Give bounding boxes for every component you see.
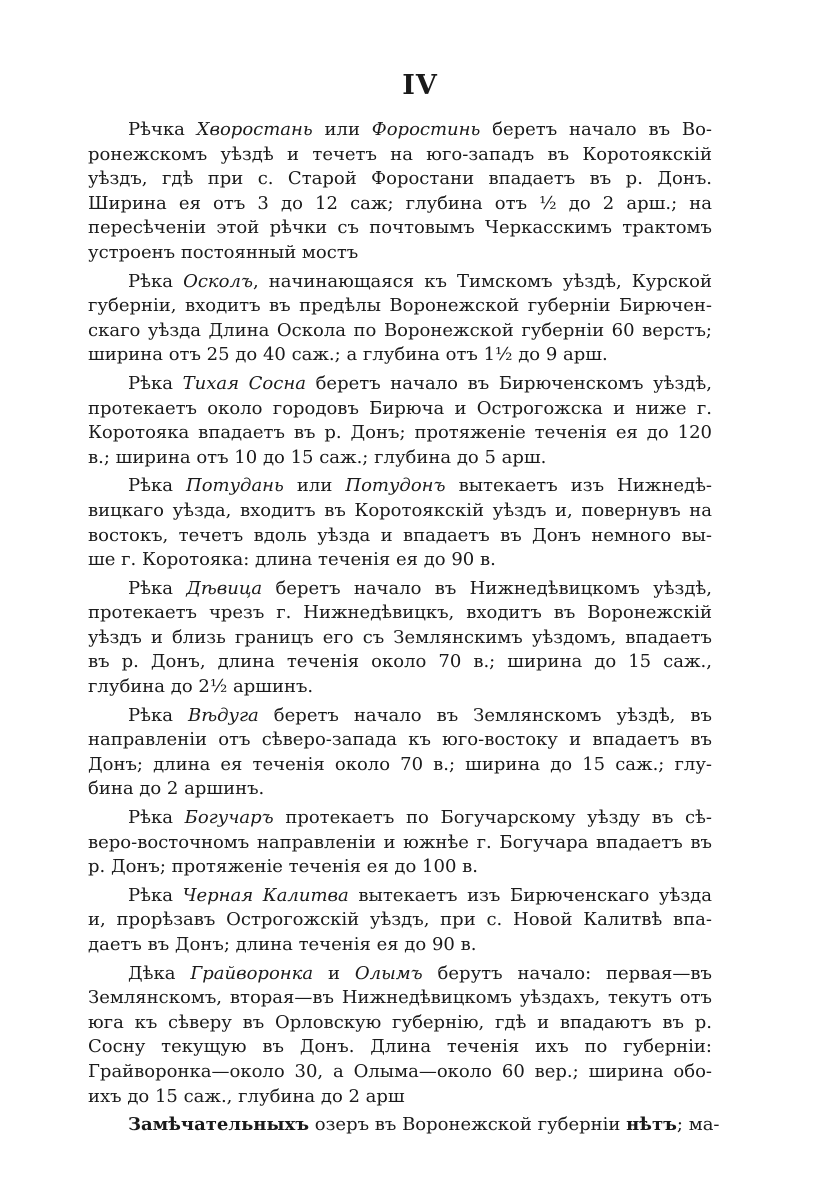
- text-line: [88, 675, 712, 700]
- text-run: Рѣчка: [128, 119, 197, 140]
- text-line: [88, 421, 712, 446]
- text-run: Донъ; длина ея теченія около 70 в.; ширина до 15 саж.; глу-: [88, 753, 712, 775]
- text-line: [88, 167, 712, 192]
- paragraph: [88, 372, 712, 470]
- paragraph: [88, 704, 712, 802]
- text-run: Грайворонка—около 30, а Олыма—около 60 вер.; ширина обо-: [88, 1060, 712, 1082]
- text-line: [88, 397, 712, 422]
- text-run: беретъ начало въ Бирюченскомъ уѣздѣ,: [305, 372, 712, 394]
- text-run: в.; ширина отъ 10 до 15 саж.; глубина до 5 арш.: [88, 446, 547, 468]
- text-run: Рѣка: [128, 372, 183, 394]
- text-line: [88, 626, 712, 651]
- text-run: и: [313, 962, 355, 984]
- text-line: [88, 884, 712, 909]
- text-run: беретъ начало въ Во-: [480, 119, 713, 140]
- paragraph: [88, 884, 712, 958]
- text-line: [88, 499, 712, 524]
- text-line: [88, 908, 712, 933]
- text-run: Дѣка: [128, 962, 191, 984]
- text-line: [88, 118, 712, 143]
- text-run: Сосну текущую въ Донъ. Длина теченія ихъ по губерніи:: [88, 1036, 712, 1058]
- body-text: [88, 118, 720, 1142]
- river-name: Вѣдуга: [187, 704, 259, 726]
- emphasis-text: Замѣчательныхъ: [128, 1114, 310, 1136]
- text-run: или: [283, 475, 346, 497]
- text-run: , начинающаяся къ Тимскомъ уѣздѣ, Курской: [252, 270, 712, 292]
- text-run: ронежскомъ уѣздѣ и течетъ на юго-западъ въ Коротоякскій: [88, 143, 712, 165]
- text-line: [88, 1113, 720, 1138]
- river-name: Тихая Сосна: [182, 372, 306, 394]
- text-run: направленіи отъ сѣверо-запада къ юго-востоку и впадаетъ въ: [88, 729, 712, 751]
- paragraph: [88, 577, 712, 700]
- river-name: Хворостань: [196, 119, 313, 140]
- text-line: [88, 650, 712, 675]
- text-line: [88, 753, 712, 778]
- text-run: беретъ начало въ Нижнедѣвицкомъ уѣздѣ,: [262, 577, 712, 599]
- river-name: Черная Калитва: [182, 884, 349, 906]
- river-name: Потудонъ: [345, 475, 446, 497]
- text-line: [88, 962, 712, 987]
- text-line: [88, 1060, 712, 1085]
- text-run: вытекаетъ изъ Бирюченскаго уѣзда: [348, 884, 712, 906]
- paragraph: [88, 806, 712, 880]
- text-run: беретъ начало въ Землянскомъ уѣздѣ, въ: [258, 704, 713, 726]
- paragraph: [88, 270, 712, 368]
- river-name: Осколъ: [183, 270, 253, 292]
- text-line: [88, 704, 712, 729]
- text-run: востокъ, течетъ вдоль уѣзда и впадаетъ въ Донъ немного вы-: [88, 524, 712, 546]
- text-line: [88, 1011, 712, 1036]
- text-run: уѣздъ и близь границъ его съ Землянскимъ уѣздомъ, впадаетъ: [88, 626, 712, 648]
- text-run: Ширина ея отъ 3 до 12 саж; глубина отъ ½ до 2 арш.; на: [88, 192, 712, 214]
- text-run: Рѣка: [128, 475, 186, 497]
- text-run: даетъ въ Донъ; длина теченія ея до 90 в.: [88, 934, 477, 955]
- text-run: въ р. Донъ, длина теченія около 70 в.; ширина до 15 саж.,: [88, 651, 712, 673]
- river-name: Грайворонка: [190, 962, 314, 984]
- text-run: или: [312, 119, 372, 140]
- text-run: пересѣченіи этой рѣчки съ почтовымъ Черкасскимъ трактомъ: [88, 217, 712, 239]
- text-line: [88, 1035, 712, 1060]
- text-line: [88, 1085, 712, 1110]
- text-run: озеръ въ Воронежской губерніи: [309, 1114, 627, 1136]
- river-name: Олымъ: [354, 962, 423, 984]
- text-line: [88, 986, 712, 1011]
- text-run: берутъ начало: первая—въ: [422, 962, 712, 984]
- text-line: [88, 548, 712, 573]
- text-run: протекаетъ около городовъ Бирюча и Острогожска и ниже г.: [88, 397, 712, 419]
- text-line: [88, 319, 712, 344]
- text-run: ширина отъ 25 до 40 саж.; а глубина отъ 1½ до 9 арш.: [88, 344, 608, 366]
- text-run: Землянскомъ, вторая—въ Нижнедѣвицкомъ уѣздахъ, текутъ отъ: [88, 987, 712, 1009]
- text-line: [88, 777, 712, 802]
- river-name: Потудань: [186, 475, 284, 497]
- text-run: Коротояка впадаетъ въ р. Донъ; протяженіе теченія ея до 120: [88, 422, 712, 444]
- text-line: [88, 806, 712, 831]
- text-run: веро-восточномъ направленіи и южнѣе г. Богучара впадаетъ въ: [88, 831, 712, 853]
- text-line: [88, 933, 712, 958]
- text-run: Рѣка: [128, 577, 187, 599]
- river-name: Богучаръ: [184, 807, 274, 829]
- text-run: уѣздъ, гдѣ при с. Старой Форостани впадаетъ въ р. Донъ.: [88, 168, 712, 190]
- page-number: IV: [402, 70, 438, 101]
- text-line: [88, 270, 712, 295]
- text-line: [88, 343, 712, 368]
- paragraph: [88, 474, 712, 572]
- text-line: [88, 216, 712, 241]
- river-name: Форостинь: [371, 119, 481, 140]
- text-run: р. Донъ; протяженіе теченія ея до 100 в.: [88, 856, 478, 878]
- text-run: Рѣка: [128, 807, 185, 829]
- text-run: бина до 2 аршинъ.: [88, 778, 265, 800]
- text-line: [88, 241, 712, 266]
- text-run: ; ма-: [676, 1114, 720, 1136]
- text-run: юга къ сѣверу въ Орловскую губернію, гдѣ и впадаютъ въ р.: [88, 1011, 712, 1033]
- text-run: устроенъ постоянный мостъ: [88, 241, 359, 263]
- text-run: протекаетъ по Богучарскому уѣзду въ сѣ-: [273, 807, 712, 829]
- text-line: [88, 446, 712, 471]
- text-run: Рѣка: [128, 704, 188, 726]
- text-line: [88, 577, 712, 602]
- text-run: и, прорѣзавъ Острогожскій уѣздъ, при с. Новой Калитвѣ впа-: [88, 909, 712, 931]
- text-run: ихъ до 15 саж., глубина до 2 арш: [88, 1085, 405, 1107]
- text-line: [88, 474, 712, 499]
- text-line: [88, 728, 712, 753]
- text-run: Рѣка: [128, 270, 184, 292]
- text-line: [88, 372, 712, 397]
- emphasis-text: нѣтъ: [626, 1114, 677, 1136]
- text-line: [88, 524, 712, 549]
- paragraph: [88, 962, 712, 1110]
- river-name: Дѣвица: [186, 577, 263, 599]
- text-line: [88, 192, 712, 217]
- text-line: [88, 294, 712, 319]
- text-run: губерніи, входитъ въ предѣлы Воронежской губерніи Бирючен-: [88, 295, 712, 317]
- text-run: глубина до 2½ аршинъ.: [88, 676, 314, 698]
- text-run: скаго уѣзда Длина Оскола по Воронежской губерніи 60 верстъ;: [88, 319, 712, 341]
- paragraph: [88, 118, 712, 266]
- paragraph: [88, 1113, 720, 1138]
- text-line: [88, 143, 712, 168]
- text-line: [88, 601, 712, 626]
- text-run: вицкаго уѣзда, входитъ въ Коротоякскій уѣздъ и, повернувъ на: [88, 499, 712, 521]
- text-line: [88, 831, 712, 856]
- text-run: ше г. Коротояка: длина теченія ея до 90 в.: [88, 549, 496, 571]
- text-run: Рѣка: [128, 884, 183, 906]
- text-line: [88, 855, 712, 880]
- text-run: вытекаетъ изъ Нижнедѣ-: [445, 475, 713, 497]
- text-run: протекаетъ чрезъ г. Нижнедѣвицкъ, входитъ въ Воронежскій: [88, 602, 712, 624]
